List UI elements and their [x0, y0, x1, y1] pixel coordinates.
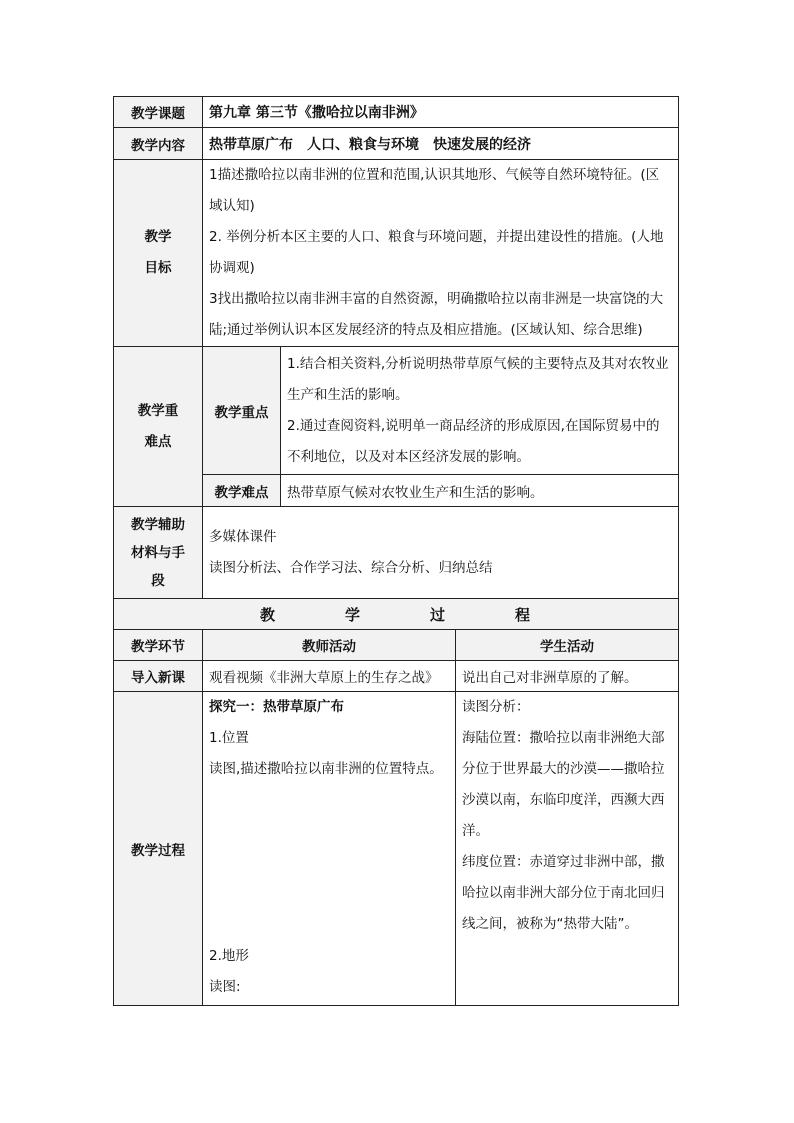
teacher-item-1: 1.位置 — [209, 730, 249, 746]
process-title-char-1: 教 — [259, 605, 277, 624]
goals-content — [203, 160, 679, 347]
topic-label: 教学课题 — [114, 97, 203, 128]
main-stage: 教学过程 — [114, 692, 203, 1006]
content-label: 教学内容 — [114, 128, 203, 160]
lesson-plan-table — [113, 96, 679, 1006]
main-student-content — [456, 692, 679, 1006]
aids-content — [203, 507, 679, 599]
student-para-1: 海陆位置：撒哈拉以南非洲绝大部分位于世界最大的沙漠——撒哈拉沙漠以南，东临印度洋，西濒大西洋。 — [462, 730, 665, 839]
intro-stage: 导入新课 — [114, 661, 203, 692]
content-row — [114, 128, 679, 160]
process-title-char-4: 程 — [515, 605, 533, 624]
intro-student: 说出自己对非洲草原的了解。 — [456, 661, 679, 692]
difficulty-label: 教学难点 — [203, 475, 281, 507]
aids-label-line3: 段 — [151, 572, 165, 589]
key-points-label — [114, 347, 203, 507]
focus-item-1: 1.结合相关资料,分析说明热带草原气候的主要特点及其对农牧业生产和生活的影响。 — [287, 355, 669, 403]
focus-content — [281, 347, 679, 475]
col-student-header: 学生活动 — [456, 630, 679, 661]
aids-row — [114, 507, 679, 599]
aids-label-line1: 教学辅助 — [131, 516, 185, 533]
focus-label: 教学重点 — [203, 347, 281, 475]
teacher-heading: 探究一：热带草原广布 — [209, 699, 344, 715]
col-stage-header: 教学环节 — [114, 630, 203, 661]
student-heading: 读图分析： — [462, 699, 530, 715]
process-title-row — [114, 599, 679, 630]
teacher-item-2-text: 读图: — [209, 979, 241, 995]
process-title-char-2: 学 — [344, 605, 362, 624]
goal-item-1: 1描述撒哈拉以南非洲的位置和范围,认识其地形、气候等自然环境特征。(区域认知) — [209, 167, 660, 214]
key-points-label-line2: 难点 — [144, 433, 172, 450]
goal-item-3: 3找出撒哈拉以南非洲丰富的自然资源，明确撒哈拉以南非洲是一块富饶的大陆;通过举例认识本区发展经济的特点及相应措施。(区域认知、综合思维) — [209, 291, 664, 338]
intro-teacher: 观看视频《非洲大草原上的生存之战》 — [203, 661, 456, 692]
aids-label-line2: 材料与手 — [131, 544, 185, 561]
teacher-item-1-text: 读图,描述撒哈拉以南非洲的位置特点。 — [209, 761, 443, 777]
main-process-row — [114, 692, 679, 1006]
aids-label — [114, 507, 203, 599]
difficulty-text: 热带草原气候对农牧业生产和生活的影响。 — [281, 475, 679, 507]
process-header-row — [114, 630, 679, 661]
main-teacher-content — [203, 692, 456, 1006]
process-title-char-3: 过 — [430, 605, 448, 624]
goals-label-line1: 教学 — [144, 229, 172, 245]
aids-line-2: 读图分析法、合作学习法、综合分析、归纳总结 — [209, 559, 493, 576]
topic-value: 第九章 第三节《撒哈拉以南非洲》 — [203, 97, 679, 128]
aids-line-1: 多媒体课件 — [209, 528, 277, 545]
key-points-focus-row — [114, 347, 679, 475]
key-points-label-line1: 教学重 — [137, 402, 179, 419]
student-para-2: 纬度位置：赤道穿过非洲中部，撒哈拉以南非洲大部分位于南北回归线之间，被称为“热带大陆”。 — [462, 854, 665, 932]
focus-item-2: 2.通过查阅资料,说明单一商品经济的形成原因,在国际贸易中的不利地位，以及对本区经济发展的影响。 — [287, 417, 660, 465]
process-title — [114, 599, 679, 630]
goals-label-line2: 目标 — [144, 260, 172, 276]
content-value: 热带草原广布 人口、粮食与环境 快速发展的经济 — [203, 128, 679, 160]
goal-item-2: 2. 举例分析本区主要的人口、粮食与环境问题，并提出建设性的措施。(人地协调观) — [209, 229, 664, 276]
intro-row — [114, 661, 679, 692]
goals-row — [114, 160, 679, 347]
teacher-item-2: 2.地形 — [209, 948, 249, 964]
topic-row — [114, 97, 679, 128]
col-teacher-header: 教师活动 — [203, 630, 456, 661]
goals-label — [114, 160, 203, 347]
teacher-spacer — [209, 785, 449, 941]
